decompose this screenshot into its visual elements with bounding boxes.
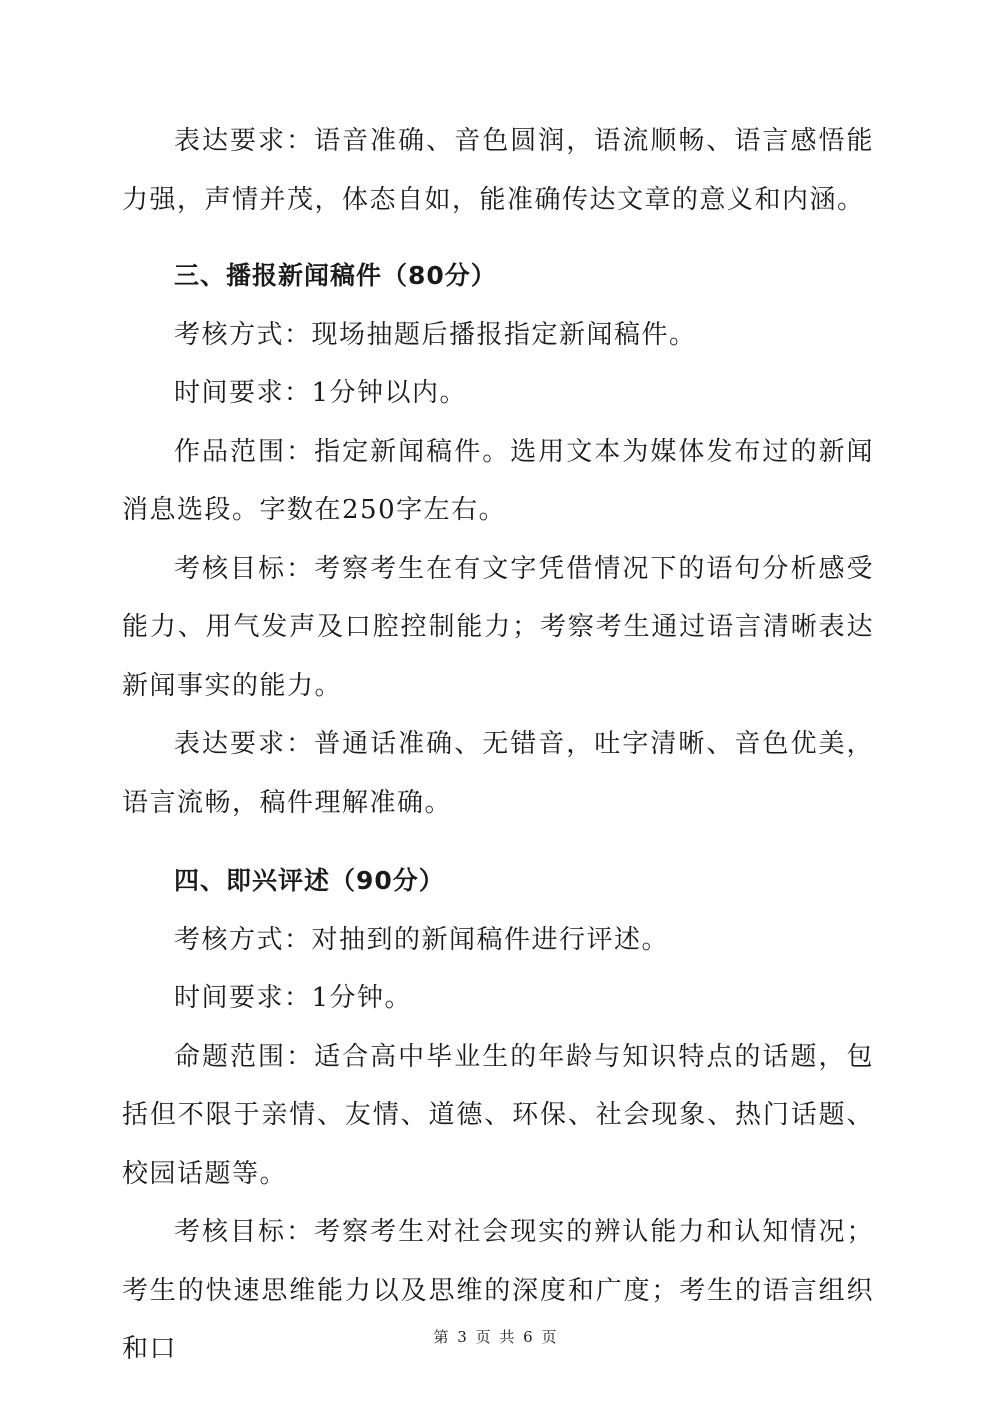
paragraph-assessment-goal-commentary: 考核目标：考察考生对社会现实的辨认能力和认知情况；考生的快速思维能力以及思维的深度和广度；考生的语言组织和口 (122, 1217, 874, 1364)
page-number-footer: 第 3 页 共 6 页 (433, 1328, 559, 1346)
paragraph-time-requirement-commentary: 时间要求：1分钟。 (174, 983, 413, 1013)
section-gap (122, 832, 874, 852)
paragraph-topic-scope-commentary: 命题范围：适合高中毕业生的年龄与知识特点的话题，包括但不限于亲情、友情、道德、环保、社会现象、热门话题、校园话题等。 (122, 1041, 874, 1189)
paragraph-assessment-method-news: 考核方式：现场抽题后播报指定新闻稿件。 (174, 319, 697, 350)
section-gap (122, 229, 874, 247)
paragraph-work-scope-news: 作品范围：指定新闻稿件。选用文本为媒体发布过的新闻消息选段。字数在250字左右。 (122, 436, 874, 525)
document-body (122, 112, 874, 1379)
paragraph-expression-requirements-news: 表达要求：普通话准确、无错音，吐字清晰、音色优美，语言流畅，稿件理解准确。 (122, 729, 874, 818)
paragraph-expression-requirements-reading: 表达要求：语音准确、音色圆润，语流顺畅、语言感悟能力强，声情并茂，体态自如，能准确传达文章的意义和内涵。 (122, 126, 874, 215)
section-heading-news-broadcast: 三、播报新闻稿件（80分） (174, 261, 497, 290)
paragraph-time-requirement-news: 时间要求：1分钟以内。 (174, 378, 468, 408)
section-heading-impromptu-commentary: 四、即兴评述（90分） (174, 866, 445, 895)
paragraph-assessment-goal-news: 考核目标：考察考生在有文字凭借情况下的语句分析感受能力、用气发声及口腔控制能力；考察考生通过语言清晰表达新闻事实的能力。 (122, 553, 874, 701)
paragraph-assessment-method-commentary: 考核方式：对抽到的新闻稿件进行评述。 (174, 924, 670, 955)
